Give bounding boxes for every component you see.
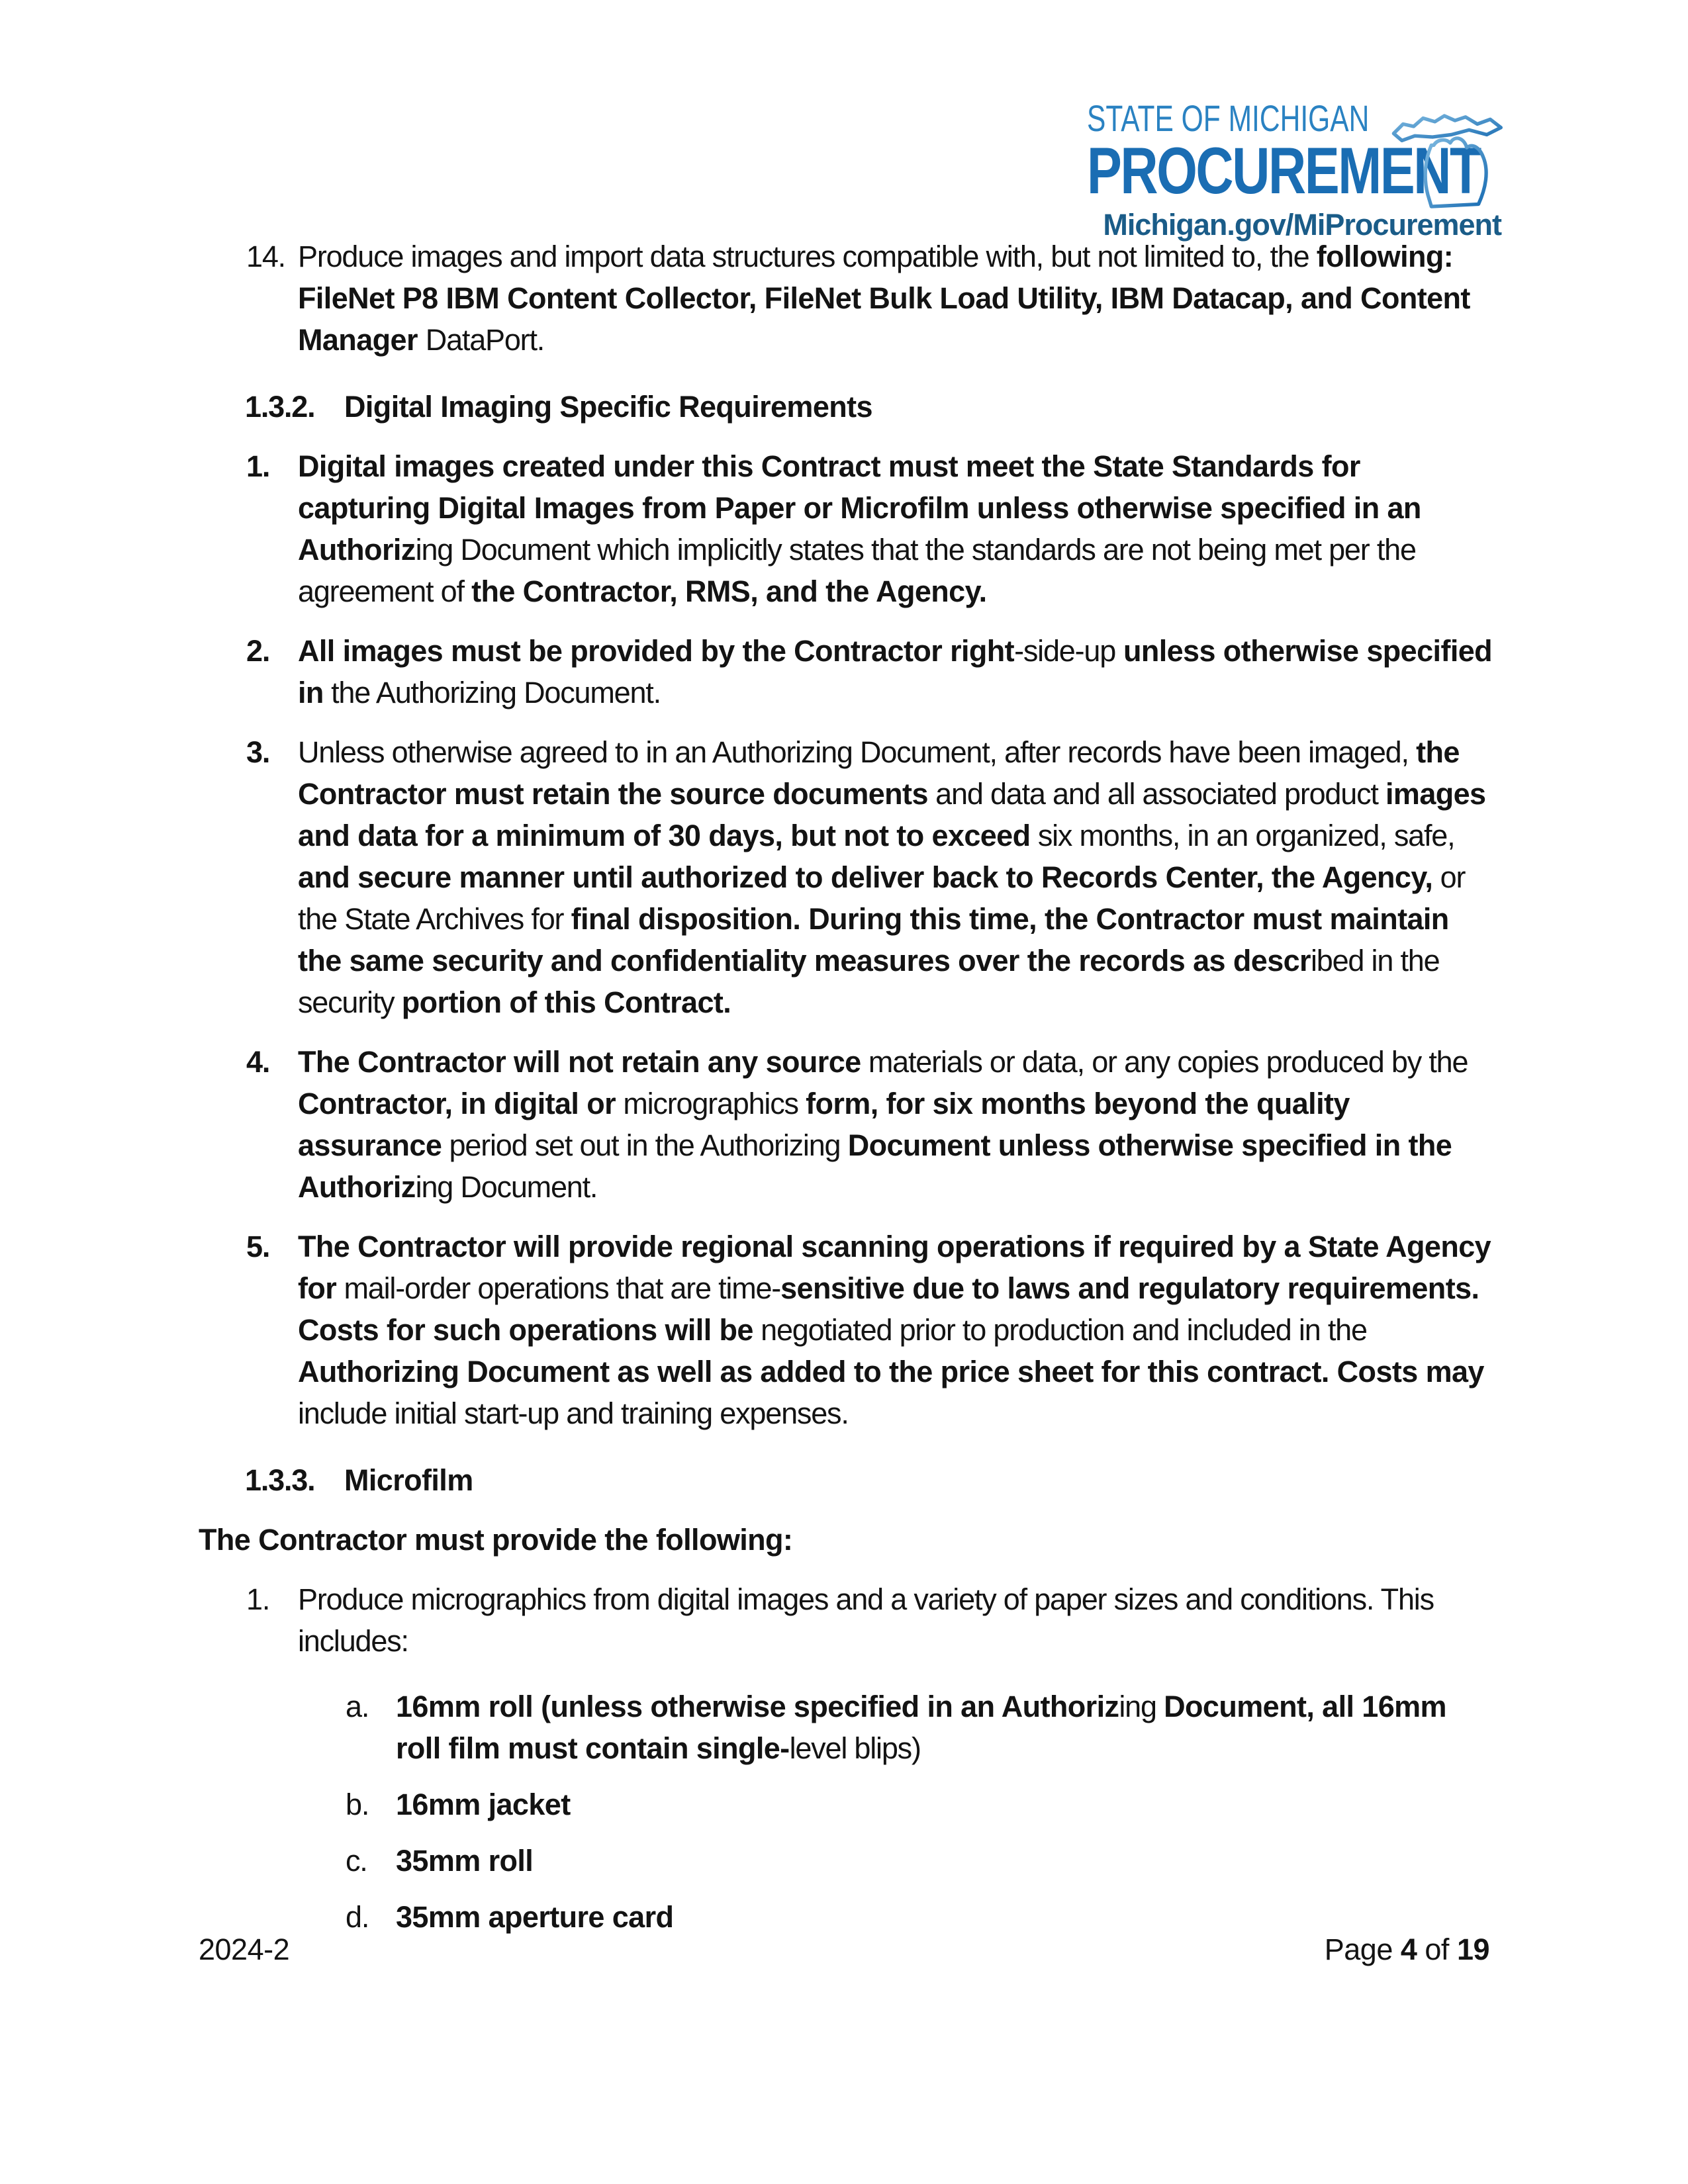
paragraph-text — [344, 390, 872, 424]
list-marker: b. — [346, 1788, 369, 1821]
text-run: Produce micrographics from digital images and a variety of paper sizes and conditions. This includes: — [298, 1582, 1434, 1658]
text-run: Produce images and import data structures compatible with, but not limited to, the — [298, 240, 1317, 273]
logo-line-state-of-michigan: STATE OF MICHIGAN — [1087, 97, 1370, 139]
bold-text-run: 4 — [1400, 1933, 1417, 1966]
text-run: and data and all associated product — [927, 777, 1385, 811]
paragraph-text — [298, 1045, 1468, 1204]
bold-text-run: unless otherwise specified in — [298, 634, 1493, 709]
paragraph-text — [396, 1690, 1446, 1765]
list-item — [199, 1686, 1493, 1769]
text-run: DataPort. — [425, 323, 545, 357]
list-item — [199, 1041, 1493, 1208]
paragraph-text — [199, 1523, 792, 1557]
paragraph-text — [344, 1463, 473, 1497]
paragraph-text — [298, 735, 1485, 1019]
list-item — [199, 731, 1493, 1023]
paragraph-text — [396, 1788, 571, 1821]
list-marker: d. — [346, 1900, 369, 1934]
text-run: of — [1417, 1933, 1457, 1966]
paragraph-text — [396, 1844, 533, 1878]
list-marker: 14. — [246, 240, 285, 273]
list-item — [199, 445, 1493, 612]
michigan-map-icon — [1390, 85, 1508, 227]
bold-text-run: The Contractor will not retain any source — [298, 1045, 861, 1079]
bold-text-run: 16mm roll (unless otherwise specified in an Authoriz — [396, 1690, 1119, 1723]
bold-text-run: 35mm roll — [396, 1844, 534, 1878]
text-run: ing Document. — [415, 1170, 598, 1204]
text-run: ing Document which implicitly states that the standards are not being met per the agreement of — [298, 533, 1416, 608]
paragraph-text — [298, 449, 1421, 608]
bold-text-run: Document, all 16mm roll film must contain single- — [396, 1690, 1446, 1765]
bold-text-run: sensitive due to laws and regulatory requirements. Costs for such operations will be — [298, 1271, 1479, 1347]
text-run: the Authorizing Document. — [323, 676, 661, 709]
section-heading — [199, 386, 1493, 428]
paragraph-text — [298, 1230, 1491, 1430]
list-marker: 5. — [246, 1230, 270, 1263]
list-marker: c. — [346, 1844, 367, 1878]
text-run: or the State Archives for — [298, 860, 1466, 936]
paragraph-text — [298, 634, 1492, 709]
bold-text-run: Digital Imaging Specific Requirements — [344, 390, 872, 424]
procurement-logo — [1087, 99, 1501, 241]
paragraph-text — [298, 240, 1470, 357]
bold-text-run: The Contractor must provide the following: — [199, 1523, 793, 1557]
bold-text-run: Document unless otherwise specified in the Authoriz — [298, 1128, 1452, 1204]
bold-text-run: Microfilm — [344, 1463, 473, 1497]
list-item — [199, 1840, 1493, 1882]
bold-text-run: Contractor, in digital or — [298, 1087, 616, 1120]
bold-text-run: 16mm jacket — [396, 1788, 571, 1821]
text-run: ing — [1119, 1690, 1164, 1723]
list-marker: 1. — [246, 1582, 270, 1616]
footer-page-indicator — [1325, 1931, 1489, 1968]
paragraph-text — [396, 1900, 673, 1934]
text-run: include initial start-up and training expenses. — [298, 1396, 849, 1430]
bold-text-run: All images must be provided by the Contractor right — [298, 634, 1015, 668]
bold-text-run: images and data for a minimum of 30 days, but not to exceed — [298, 777, 1486, 852]
logo-url-text: Michigan.gov/MiProcurement — [1103, 208, 1501, 242]
list-item — [199, 1226, 1493, 1434]
bold-text-run: and secure manner until authorized to deliver back to Records Center, the Agency, — [298, 860, 1433, 894]
document-body — [199, 236, 1493, 1952]
text-run: Page — [1324, 1933, 1401, 1966]
list-item — [199, 1578, 1493, 1662]
text-run: -side-up — [1014, 634, 1116, 668]
bold-text-run: following: FileNet P8 IBM Content Collector, FileNet Bulk Load Utility, IBM Datacap, and Content Manager — [298, 240, 1470, 357]
footer-doc-number: 2024-2 — [199, 1933, 290, 1966]
list-marker: 4. — [246, 1045, 270, 1079]
bold-text-run: Authorizing Document as well as added to the price sheet for this contract. Costs may — [298, 1355, 1484, 1388]
bold-text-run: portion of this Contract. — [401, 985, 731, 1019]
list-marker: 2. — [246, 634, 270, 668]
list-marker: a. — [346, 1690, 369, 1723]
list-marker: 1.3.2. — [245, 390, 315, 424]
paragraph-text — [298, 1582, 1434, 1658]
text-run: micrographics — [616, 1087, 806, 1120]
bold-text-run: The Contractor will provide regional scanning operations if required by a State Agency for — [298, 1230, 1491, 1305]
bold-text-run: final disposition. During this time, the Contractor must maintain the same security and confidentiality measures over the records as descr — [298, 902, 1449, 978]
bold-text-run: Digital images created under this Contract must meet the State Standards for capturing Digital Images from Paper or Microfilm unless otherwise specified in an Authoriz — [298, 449, 1421, 567]
text-run: six months, in an organized, safe, — [1030, 819, 1455, 852]
bold-text-run: 35mm aperture card — [396, 1900, 674, 1934]
text-run: period set out in the Authorizing — [442, 1128, 848, 1162]
text-run: mail-order operations that are time- — [336, 1271, 781, 1305]
list-item — [199, 630, 1493, 713]
paragraph — [199, 1519, 1493, 1561]
list-marker: 1.3.3. — [245, 1463, 315, 1497]
logo-line-procurement: PROCUREMENT — [1087, 134, 1481, 207]
list-item — [199, 1784, 1493, 1825]
list-marker: 1. — [246, 449, 270, 483]
text-run: materials or data, or any copies produced by the — [861, 1045, 1468, 1079]
bold-text-run: the Contractor must retain the source documents — [298, 735, 1460, 811]
text-run: Unless otherwise agreed to in an Authorizing Document, after records have been imaged, — [298, 735, 1417, 769]
list-marker: 3. — [246, 735, 270, 769]
bold-text-run: form, for six months beyond the quality assurance — [298, 1087, 1350, 1162]
text-run: ibed in the security — [298, 944, 1440, 1019]
bold-text-run: 19 — [1456, 1933, 1489, 1966]
text-run: level blips) — [789, 1731, 921, 1765]
page-footer — [199, 1931, 1489, 1968]
bold-text-run: the Contractor, RMS, and the Agency. — [471, 574, 987, 608]
text-run: negotiated prior to production and included in the — [753, 1313, 1367, 1347]
list-item — [199, 236, 1493, 361]
section-heading — [199, 1459, 1493, 1501]
